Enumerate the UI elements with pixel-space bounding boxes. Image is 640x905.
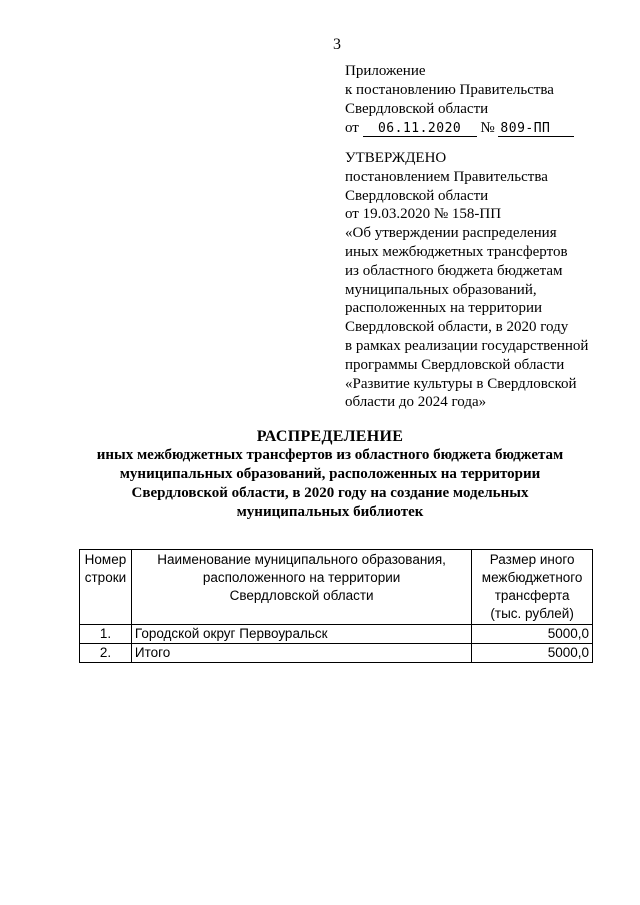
table-header-row (80, 550, 593, 625)
approved-line: программы Свердловской области (345, 356, 565, 373)
heading-line: Свердловской области, в 2020 году на создание модельных (131, 485, 529, 501)
header-text: межбюджетного (481, 570, 583, 585)
approved-block (345, 149, 588, 412)
approved-line: от 19.03.2020 № 158-ПП (345, 206, 502, 223)
header-text: (тыс. рублей) (490, 606, 574, 621)
approved-line: «Об утверждении распределения (345, 225, 557, 242)
total-amount: 5000,0 (472, 644, 593, 663)
distribution-heading (60, 427, 600, 522)
approved-line: постановлением Правительства (345, 168, 548, 185)
heading-line: муниципальных образований, расположенных на территории (119, 466, 541, 482)
total-label: Итого (131, 644, 471, 663)
header-row-number (80, 550, 132, 625)
distribution-table (79, 549, 593, 663)
heading-line: иных межбюджетных трансфертов из областного бюджета бюджетам (96, 447, 564, 463)
approved-line: Свердловской области (345, 187, 489, 204)
date-prefix: от (345, 120, 359, 136)
municipality-name: Городской округ Первоуральск (131, 625, 471, 644)
approved-line: УТВЕРЖДЕНО (345, 150, 447, 166)
approved-line: в рамках реализации государственной (345, 337, 589, 354)
approved-line: Свердловской области, в 2020 году (345, 319, 569, 336)
row-number: 1. (80, 625, 132, 644)
approved-line: иных межбюджетных трансфертов (345, 243, 568, 260)
approved-line: «Развитие культуры в Свердловской (345, 375, 577, 392)
header-text: Свердловской области (229, 588, 374, 603)
approved-line: из областного бюджета бюджетам (345, 262, 563, 279)
decree-number: 809-ПП (498, 121, 574, 137)
appendix-block (345, 62, 574, 138)
appendix-title: Приложение (345, 63, 426, 79)
header-text: трансферта (494, 588, 570, 603)
table-row (80, 644, 593, 663)
header-amount (472, 550, 593, 625)
appendix-line-3: Свердловской области (345, 101, 489, 117)
decree-date: 06.11.2020 (363, 121, 477, 137)
header-text: Размер иного (489, 552, 575, 567)
header-text: Наименование муниципального образования, (157, 552, 446, 567)
header-municipality (131, 550, 471, 625)
approved-line: области до 2024 года» (345, 394, 487, 411)
table-row (80, 625, 593, 644)
transfer-amount: 5000,0 (472, 625, 593, 644)
approved-line: муниципальных образований, (345, 281, 537, 298)
heading-line: муниципальных библиотек (236, 504, 424, 520)
appendix-date-line (345, 119, 574, 138)
header-text: строки (84, 570, 127, 585)
header-text: Номер (84, 552, 127, 567)
page-number: 3 (333, 36, 341, 53)
header-text: расположенного на территории (202, 570, 401, 585)
approved-line: расположенных на территории (345, 300, 543, 317)
row-number: 2. (80, 644, 132, 663)
number-prefix: № (480, 120, 495, 136)
heading-title: РАСПРЕДЕЛЕНИЕ (256, 428, 404, 445)
appendix-line-2: к постановлению Правительства (345, 82, 554, 98)
